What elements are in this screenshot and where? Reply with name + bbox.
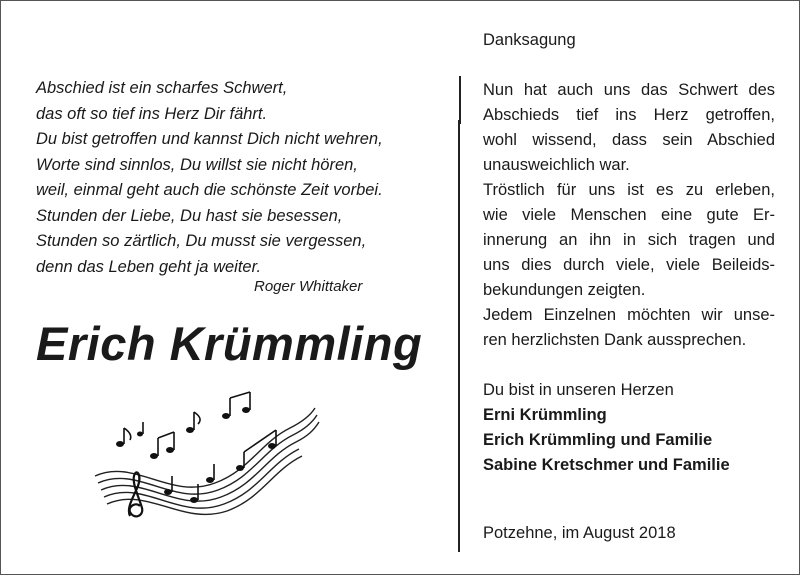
music-notes-staff-icon [90,388,320,528]
poem-line: Worte sind sinnlos, Du willst sie nicht hören, [36,155,358,174]
thanks-line: innerung an ihn in sich tragen und [483,231,775,249]
thanks-line: ren herzlichsten Dank aussprechen. [483,331,747,349]
poem-line: weil, einmal geht auch die schönste Zeit vorbei. [36,181,383,199]
column-divider [459,76,461,124]
thanks-line: bekundungen zeigten. [483,281,646,299]
thanks-line: Jedem Einzelnen möchten wir unse- [483,306,775,324]
thanks-line: uns dies durch viele, viele Beileids- [483,256,775,274]
poem-author: Roger Whittaker [254,278,363,295]
column-divider [458,120,460,552]
poem-line: Stunden der Liebe, Du hast sie besessen, [36,206,343,225]
thanks-line: Abschieds tief ins Herz getroffen, [483,106,775,124]
thanks-heading: Danksagung [483,31,576,49]
poem [36,76,446,280]
thanks-line: wohl wissend, dass sein Abschied [483,131,775,149]
signer-name: Erich Krümmling und Familie [483,431,713,449]
poem-line: das oft so tief ins Herz Dir fährt. [36,104,268,123]
poem-line: Du bist getroffen und kannst Dich nicht wehren, [36,130,383,148]
signer-name: Erni Krümmling [483,406,607,424]
thanks-column [483,28,775,478]
poem-line: Stunden so zärtlich, Du musst sie vergessen, [36,232,367,250]
thanks-line: Nun hat auch uns das Schwert des [483,81,775,99]
thanks-line: unausweichlich war. [483,156,630,174]
thanks-line: Tröstlich für uns ist es zu erleben, [483,181,775,199]
place-date: Potzehne, im August 2018 [483,524,676,542]
closing-line: Du bist in unseren Herzen [483,381,674,399]
thanks-line: wie viele Menschen eine gute Er- [483,206,775,224]
signer-name: Sabine Kretschmer und Familie [483,456,730,474]
poem-line: Abschied ist ein scharfes Schwert, [36,79,288,97]
deceased-name: Erich Krümmling [36,317,423,370]
poem-line: denn das Leben geht ja weiter. [36,257,262,276]
